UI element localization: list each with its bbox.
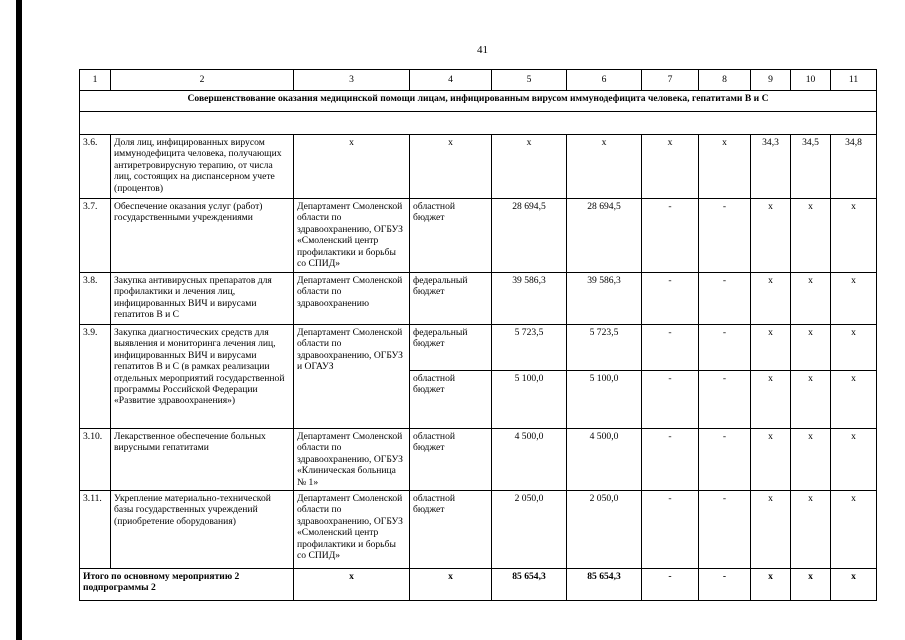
cell-col6: 4 500,0 — [567, 429, 642, 491]
row-executor: Департамент Смоленской области по здравоохранению, ОГБУЗ «Смоленский центр профилактики и борьбы со СПИД» — [294, 491, 410, 569]
cell-col5: х — [492, 135, 567, 199]
cell-col6: 2 050,0 — [567, 491, 642, 569]
cell-col10: 34,5 — [791, 135, 831, 199]
cell-col5: 39 586,3 — [492, 273, 567, 325]
cell-col11: х — [831, 325, 877, 371]
cell-col11: х — [831, 491, 877, 569]
cell-col5: 4 500,0 — [492, 429, 567, 491]
total-col11: х — [831, 569, 877, 601]
row-number: 3.8. — [80, 273, 111, 325]
row-executor: Департамент Смоленской области по здравоохранению — [294, 273, 410, 325]
header-cell: 10 — [791, 70, 831, 91]
cell-col9: 34,3 — [751, 135, 791, 199]
header-cell: 11 — [831, 70, 877, 91]
cell-col6: 5 100,0 — [567, 371, 642, 429]
row-number: 3.11. — [80, 491, 111, 569]
cell-col10: х — [791, 199, 831, 273]
row-executor: Департамент Смоленской области по здравоохранению, ОГБУЗ «Смоленский центр профилактики и борьбы со СПИД» — [294, 199, 410, 273]
table-row — [80, 135, 877, 199]
spacer-row — [80, 112, 877, 135]
header-cell: 8 — [699, 70, 751, 91]
cell-col7: х — [642, 135, 699, 199]
section-title: Совершенствование оказания медицинской помощи лицам, инфицированным вирусом иммунодефицита человека, гепатитами В и С — [80, 91, 877, 112]
cell-col7: - — [642, 325, 699, 371]
cell-col9: х — [751, 273, 791, 325]
row-executor: х — [294, 135, 410, 199]
header-row — [80, 70, 877, 91]
cell-col7: - — [642, 199, 699, 273]
program-table — [79, 69, 877, 601]
row-source: федеральный бюджет — [410, 273, 492, 325]
total-executor: х — [294, 569, 410, 601]
row-source: х — [410, 135, 492, 199]
total-col10: х — [791, 569, 831, 601]
header-cell: 4 — [410, 70, 492, 91]
page-number: 41 — [477, 44, 488, 56]
cell-col8: - — [699, 371, 751, 429]
cell-col7: - — [642, 429, 699, 491]
row-executor: Департамент Смоленской области по здравоохранению, ОГБУЗ «Клиническая больница № 1» — [294, 429, 410, 491]
table-row — [80, 273, 877, 325]
cell-col6: 39 586,3 — [567, 273, 642, 325]
row-name: Доля лиц, инфицированных вирусом иммунодефицита человека, получающих антиретровирусную терапию, от числа лиц, состоящих на диспансерном учете (процентов) — [111, 135, 294, 199]
section-row — [80, 91, 877, 112]
cell-col11: х — [831, 199, 877, 273]
row-executor: Департамент Смоленской области по здравоохранению, ОГБУЗ и ОГАУЗ — [294, 325, 410, 429]
cell-col7: - — [642, 491, 699, 569]
cell-col10: х — [791, 429, 831, 491]
cell-col6: 28 694,5 — [567, 199, 642, 273]
cell-col8: - — [699, 199, 751, 273]
row-source: областной бюджет — [410, 491, 492, 569]
row-source: областной бюджет — [410, 199, 492, 273]
cell-col9: х — [751, 429, 791, 491]
header-cell: 2 — [111, 70, 294, 91]
row-number: 3.6. — [80, 135, 111, 199]
header-cell: 3 — [294, 70, 410, 91]
cell-col9: х — [751, 325, 791, 371]
cell-col11: 34,8 — [831, 135, 877, 199]
cell-col7: - — [642, 273, 699, 325]
total-col9: х — [751, 569, 791, 601]
cell-col8: - — [699, 325, 751, 371]
scan-edge-bar — [16, 0, 22, 640]
total-source: х — [410, 569, 492, 601]
total-col6: 85 654,3 — [567, 569, 642, 601]
cell-col9: х — [751, 199, 791, 273]
row-name: Укрепление материально-технической базы государственных учреждений (приобретение оборудования) — [111, 491, 294, 569]
cell-col10: х — [791, 371, 831, 429]
cell-col9: х — [751, 371, 791, 429]
cell-col10: х — [791, 491, 831, 569]
row-name: Закупка антивирусных препаратов для профилактики и лечения лиц, инфицированных ВИЧ и вирусами гепатитов В и С — [111, 273, 294, 325]
total-col8: - — [699, 569, 751, 601]
cell-col5: 28 694,5 — [492, 199, 567, 273]
spacer-cell — [80, 112, 877, 135]
header-cell: 9 — [751, 70, 791, 91]
cell-col7: - — [642, 371, 699, 429]
cell-col11: х — [831, 429, 877, 491]
cell-col8: - — [699, 429, 751, 491]
header-cell: 5 — [492, 70, 567, 91]
header-cell: 6 — [567, 70, 642, 91]
cell-col10: х — [791, 273, 831, 325]
cell-col9: х — [751, 491, 791, 569]
total-col7: - — [642, 569, 699, 601]
table-row — [80, 325, 877, 371]
cell-col5: 2 050,0 — [492, 491, 567, 569]
cell-col6: 5 723,5 — [567, 325, 642, 371]
cell-col8: х — [699, 135, 751, 199]
cell-col6: х — [567, 135, 642, 199]
row-name: Обеспечение оказания услуг (работ) государственными учреждениями — [111, 199, 294, 273]
cell-col8: - — [699, 491, 751, 569]
header-cell: 7 — [642, 70, 699, 91]
row-number: 3.9. — [80, 325, 111, 429]
row-number: 3.10. — [80, 429, 111, 491]
table-row — [80, 199, 877, 273]
table-row — [80, 429, 877, 491]
total-col5: 85 654,3 — [492, 569, 567, 601]
row-source: областной бюджет — [410, 371, 492, 429]
cell-col11: х — [831, 371, 877, 429]
row-source: федеральный бюджет — [410, 325, 492, 371]
cell-col10: х — [791, 325, 831, 371]
total-label: Итого по основному мероприятию 2 подпрограммы 2 — [80, 569, 294, 601]
cell-col5: 5 723,5 — [492, 325, 567, 371]
row-name: Лекарственное обеспечение больных вирусными гепатитами — [111, 429, 294, 491]
row-name: Закупка диагностических средств для выявления и мониторинга лечения лиц, инфицированных ВИЧ и вирусами гепатитов В и С (в рамках реализации отдельных мероприятий государственной программы Российской Федерации «Развитие здравоохранения») — [111, 325, 294, 429]
total-row — [80, 569, 877, 601]
cell-col8: - — [699, 273, 751, 325]
row-number: 3.7. — [80, 199, 111, 273]
cell-col5: 5 100,0 — [492, 371, 567, 429]
header-cell: 1 — [80, 70, 111, 91]
row-source: областной бюджет — [410, 429, 492, 491]
cell-col11: х — [831, 273, 877, 325]
table-row — [80, 491, 877, 569]
